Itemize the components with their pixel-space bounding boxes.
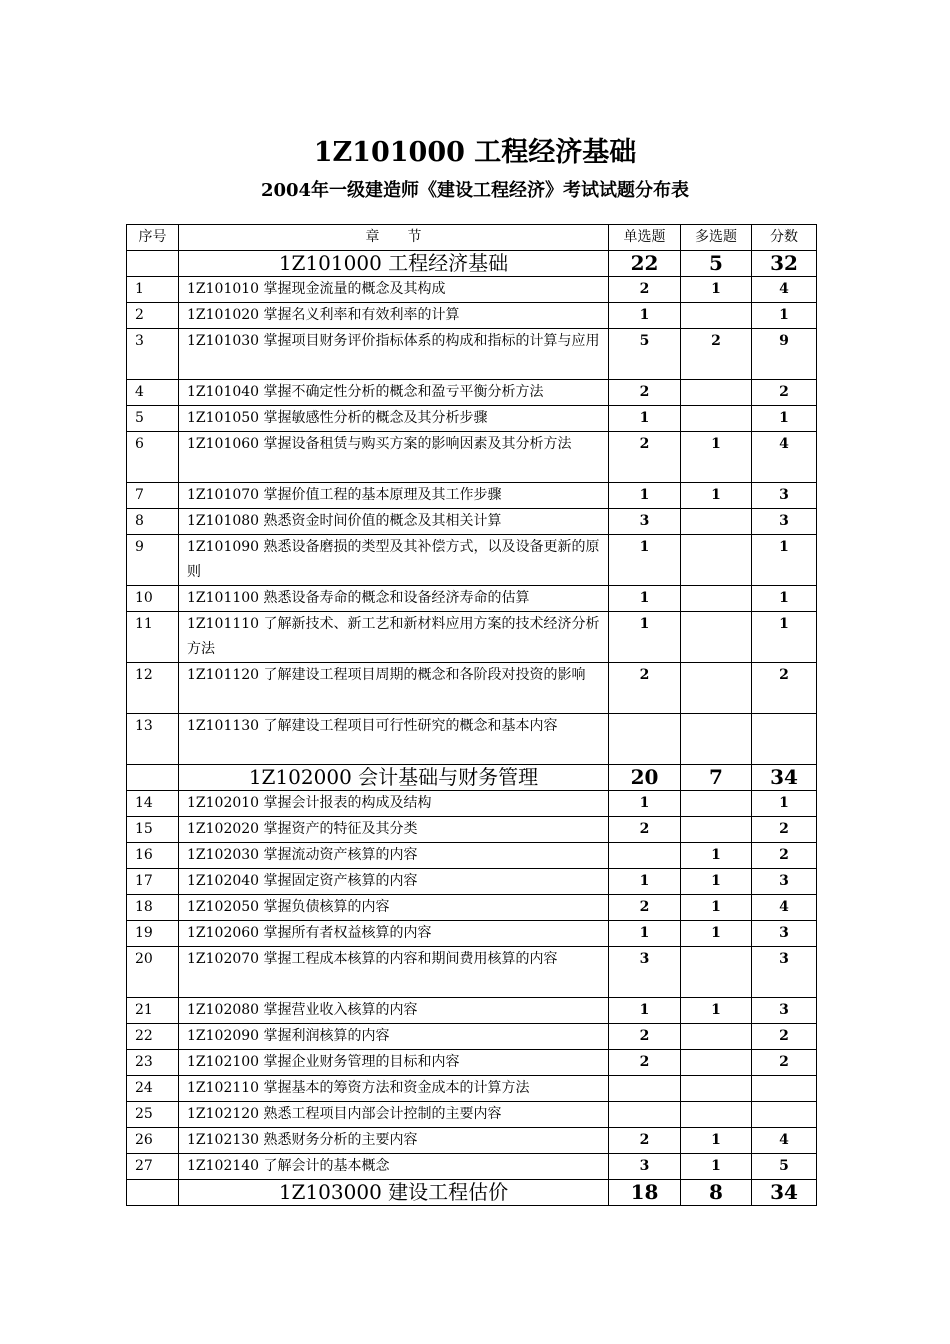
row-single-count [609,1076,681,1102]
table-row [127,329,817,380]
row-score: 1 [752,406,817,432]
section-single-total: 18 [609,1180,681,1206]
row-index: 18 [127,895,179,921]
row-topic: 1Z102020 掌握资产的特征及其分类 [179,817,609,843]
row-multi-count [681,663,752,714]
row-multi-count [681,612,752,663]
header-multi-choice: 多选题 [681,225,752,251]
row-topic: 1Z101030 掌握项目财务评价指标体系的构成和指标的计算与应用 [179,329,609,380]
table-row [127,817,817,843]
row-score: 3 [752,509,817,535]
section-score-total: 34 [752,1180,817,1206]
row-score [752,714,817,765]
row-index: 6 [127,432,179,483]
row-index: 21 [127,998,179,1024]
row-score: 4 [752,277,817,303]
row-multi-count [681,303,752,329]
row-score: 2 [752,380,817,406]
row-score: 1 [752,586,817,612]
section-single-total: 20 [609,765,681,791]
row-topic: 1Z102060 掌握所有者权益核算的内容 [179,921,609,947]
row-single-count: 5 [609,329,681,380]
row-index: 10 [127,586,179,612]
row-topic: 1Z102010 掌握会计报表的构成及结构 [179,791,609,817]
row-single-count [609,714,681,765]
row-score: 3 [752,869,817,895]
header-single-choice: 单选题 [609,225,681,251]
header-score: 分数 [752,225,817,251]
section-multi-total: 7 [681,765,752,791]
row-topic: 1Z102130 熟悉财务分析的主要内容 [179,1128,609,1154]
table-row [127,1128,817,1154]
table-row [127,895,817,921]
row-score: 1 [752,303,817,329]
row-index: 3 [127,329,179,380]
row-single-count: 1 [609,869,681,895]
table-row [127,612,817,663]
row-topic: 1Z101100 熟悉设备寿命的概念和设备经济寿命的估算 [179,586,609,612]
row-index: 20 [127,947,179,998]
row-topic: 1Z102030 掌握流动资产核算的内容 [179,843,609,869]
table-row [127,1102,817,1128]
row-topic: 1Z101020 掌握名义利率和有效利率的计算 [179,303,609,329]
row-index: 16 [127,843,179,869]
row-multi-count: 1 [681,843,752,869]
row-score: 2 [752,1024,817,1050]
row-multi-count [681,817,752,843]
row-topic: 1Z101080 熟悉资金时间价值的概念及其相关计算 [179,509,609,535]
row-topic: 1Z101050 掌握敏感性分析的概念及其分析步骤 [179,406,609,432]
table-row [127,406,817,432]
row-index: 4 [127,380,179,406]
row-score: 2 [752,843,817,869]
row-single-count: 1 [609,921,681,947]
table-row [127,921,817,947]
row-single-count [609,1102,681,1128]
row-score: 1 [752,612,817,663]
row-single-count: 3 [609,1154,681,1180]
row-index: 7 [127,483,179,509]
row-score: 3 [752,483,817,509]
row-single-count: 1 [609,303,681,329]
section-index-cell [127,251,179,277]
row-index: 17 [127,869,179,895]
header-chapter: 章 节 [179,225,609,251]
row-multi-count [681,1050,752,1076]
row-score: 4 [752,432,817,483]
table-row [127,714,817,765]
row-multi-count: 1 [681,483,752,509]
section-multi-total: 8 [681,1180,752,1206]
exam-distribution-table [126,224,817,1206]
row-multi-count: 1 [681,921,752,947]
row-multi-count: 1 [681,277,752,303]
row-single-count: 2 [609,663,681,714]
row-multi-count: 1 [681,869,752,895]
row-topic: 1Z101120 了解建设工程项目周期的概念和各阶段对投资的影响 [179,663,609,714]
row-index: 13 [127,714,179,765]
row-topic: 1Z102090 掌握利润核算的内容 [179,1024,609,1050]
section-name: 1Z101000 工程经济基础 [179,251,609,277]
section-row [127,251,817,277]
table-row [127,1076,817,1102]
row-single-count: 2 [609,895,681,921]
table-row [127,509,817,535]
row-index: 19 [127,921,179,947]
row-score: 2 [752,663,817,714]
row-score: 3 [752,921,817,947]
row-index: 24 [127,1076,179,1102]
row-index: 26 [127,1128,179,1154]
row-topic: 1Z102080 掌握营业收入核算的内容 [179,998,609,1024]
row-single-count: 2 [609,817,681,843]
row-single-count: 2 [609,380,681,406]
row-single-count: 2 [609,1128,681,1154]
row-topic: 1Z101110 了解新技术、新工艺和新材料应用方案的技术经济分析方法 [179,612,609,663]
row-score: 1 [752,791,817,817]
row-topic: 1Z102070 掌握工程成本核算的内容和期间费用核算的内容 [179,947,609,998]
row-index: 2 [127,303,179,329]
page-title: 1Z101000 工程经济基础 [313,137,637,168]
section-row [127,1180,817,1206]
row-topic: 1Z101040 掌握不确定性分析的概念和盈亏平衡分析方法 [179,380,609,406]
row-index: 1 [127,277,179,303]
row-score: 4 [752,1128,817,1154]
row-index: 8 [127,509,179,535]
row-topic: 1Z102110 掌握基本的筹资方法和资金成本的计算方法 [179,1076,609,1102]
table-row [127,586,817,612]
table-row [127,277,817,303]
row-index: 15 [127,817,179,843]
row-index: 11 [127,612,179,663]
row-score: 9 [752,329,817,380]
row-single-count: 1 [609,791,681,817]
row-index: 9 [127,535,179,586]
table-row [127,432,817,483]
section-name: 1Z103000 建设工程估价 [179,1180,609,1206]
section-index-cell [127,765,179,791]
table-row [127,869,817,895]
table-row [127,998,817,1024]
row-score: 2 [752,1050,817,1076]
row-topic: 1Z102040 掌握固定资产核算的内容 [179,869,609,895]
row-multi-count [681,714,752,765]
row-multi-count [681,791,752,817]
row-index: 23 [127,1050,179,1076]
row-topic: 1Z101060 掌握设备租赁与购买方案的影响因素及其分析方法 [179,432,609,483]
row-multi-count [681,1102,752,1128]
section-name: 1Z102000 会计基础与财务管理 [179,765,609,791]
row-multi-count [681,1024,752,1050]
row-index: 27 [127,1154,179,1180]
section-single-total: 22 [609,251,681,277]
table-row [127,791,817,817]
section-score-total: 32 [752,251,817,277]
section-index-cell [127,1180,179,1206]
row-single-count: 1 [609,998,681,1024]
table-row [127,1024,817,1050]
section-multi-total: 5 [681,251,752,277]
row-multi-count: 2 [681,329,752,380]
table-header-row [127,225,817,251]
row-multi-count [681,586,752,612]
table-row [127,1154,817,1180]
row-score: 4 [752,895,817,921]
row-index: 25 [127,1102,179,1128]
row-score: 1 [752,535,817,586]
row-multi-count [681,406,752,432]
header-index: 序号 [127,225,179,251]
row-multi-count [681,509,752,535]
row-single-count: 1 [609,612,681,663]
row-single-count: 1 [609,483,681,509]
row-multi-count [681,380,752,406]
row-topic: 1Z102100 掌握企业财务管理的目标和内容 [179,1050,609,1076]
row-topic: 1Z102120 熟悉工程项目内部会计控制的主要内容 [179,1102,609,1128]
row-single-count: 2 [609,1050,681,1076]
row-score: 3 [752,947,817,998]
row-single-count: 3 [609,509,681,535]
row-single-count: 1 [609,406,681,432]
row-multi-count: 1 [681,1154,752,1180]
row-topic: 1Z101090 熟悉设备磨损的类型及其补偿方式，以及设备更新的原则 [179,535,609,586]
row-multi-count: 1 [681,1128,752,1154]
table-row [127,380,817,406]
row-index: 22 [127,1024,179,1050]
row-score [752,1102,817,1128]
row-topic: 1Z101130 了解建设工程项目可行性研究的概念和基本内容 [179,714,609,765]
table-row [127,483,817,509]
page-subtitle: 2004年一级建造师《建设工程经济》考试试题分布表 [260,180,690,201]
row-index: 12 [127,663,179,714]
row-multi-count [681,1076,752,1102]
section-row [127,765,817,791]
section-score-total: 34 [752,765,817,791]
row-topic: 1Z102140 了解会计的基本概念 [179,1154,609,1180]
row-index: 5 [127,406,179,432]
row-score: 3 [752,998,817,1024]
table-row [127,303,817,329]
row-single-count: 2 [609,277,681,303]
row-single-count: 2 [609,432,681,483]
table-row [127,1050,817,1076]
row-topic: 1Z101010 掌握现金流量的概念及其构成 [179,277,609,303]
row-topic: 1Z102050 掌握负债核算的内容 [179,895,609,921]
row-single-count: 2 [609,1024,681,1050]
row-single-count [609,843,681,869]
row-multi-count [681,947,752,998]
row-single-count: 1 [609,586,681,612]
row-score: 2 [752,817,817,843]
row-single-count: 1 [609,535,681,586]
row-single-count: 3 [609,947,681,998]
row-score: 5 [752,1154,817,1180]
row-multi-count: 1 [681,895,752,921]
row-multi-count: 1 [681,432,752,483]
row-score [752,1076,817,1102]
table-row [127,663,817,714]
row-multi-count [681,535,752,586]
row-multi-count: 1 [681,998,752,1024]
table-row [127,535,817,586]
table-row [127,843,817,869]
table-row [127,947,817,998]
row-topic: 1Z101070 掌握价值工程的基本原理及其工作步骤 [179,483,609,509]
row-index: 14 [127,791,179,817]
